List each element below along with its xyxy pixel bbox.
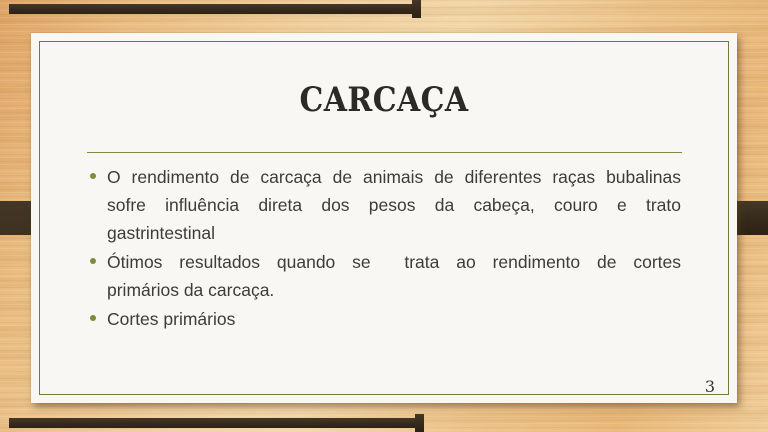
- bullet-item-1: [89, 163, 681, 247]
- ribbon-top-endcap: [412, 0, 421, 18]
- bullet-item-3: [89, 305, 681, 333]
- bullet-icon: [90, 315, 96, 321]
- bullet-icon: [90, 258, 96, 264]
- bullet-1-line-1: O rendimento de carcaça de animais de diferentes raças bubalinas: [107, 167, 681, 187]
- bullet-icon: [90, 173, 96, 179]
- title-separator-line: [87, 152, 682, 153]
- ribbon-bottom: [9, 418, 415, 428]
- bullet-item-2: [89, 248, 681, 304]
- bullet-3-line-1: Cortes primários: [107, 309, 236, 329]
- slide-card: [31, 33, 737, 403]
- ribbon-bottom-endcap: [415, 414, 424, 432]
- bullet-1-line-2: sofre influência direta dos pesos da cabeça, couro e trato: [107, 195, 681, 215]
- bullet-1-line-3: gastrintestinal: [107, 223, 215, 243]
- page-number: 3: [704, 377, 715, 396]
- ribbon-top: [9, 4, 412, 14]
- bullet-2-line-1: Ótimos resultados quando se trata ao rendimento de cortes: [107, 252, 681, 272]
- slide-title: CARCAÇA: [299, 80, 469, 120]
- bullet-2-line-2: primários da carcaça.: [107, 280, 275, 300]
- bullet-list: [89, 163, 681, 334]
